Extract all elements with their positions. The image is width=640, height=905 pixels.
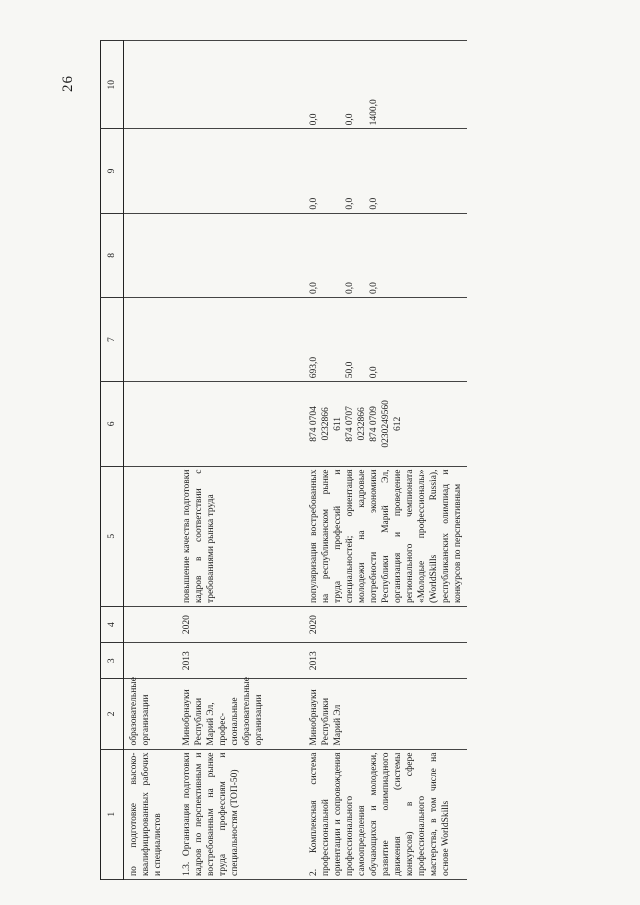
value-cell [302,41,467,129]
value-cell [124,129,178,213]
budget-code-line: 0232866 [357,407,367,441]
executor-cell: образовательные организации [124,679,178,749]
value-line: 50,0 [345,361,355,379]
code-cell [124,382,178,466]
budget-code-line: 874 0707 [345,406,355,442]
page-number: 26 [60,75,76,92]
column-header: 2 [101,679,124,749]
value-line: 0,0 [345,113,355,126]
budget-code-line: 874 0704 [309,406,319,442]
result-cell [124,466,178,607]
budget-table [100,40,467,880]
value-line: 0,0 [369,197,379,210]
value-line [356,217,368,294]
budget-code-line: 611 [333,416,343,431]
value-line [356,44,368,125]
executor-cell: Минобрнауки Республики Марий Эл, профес-сиональные образовательные организации [177,679,302,749]
table-row [302,41,467,880]
measure-cell: по подготовке высоко-квалифицированных рабочих и специалистов [124,749,178,879]
start-year-cell: 2013 [302,643,467,679]
column-header: 1 [101,749,124,879]
value-line [332,301,344,378]
executor-cell: Минобрнауки Республики Марий Эл [302,679,467,749]
value-line [332,132,344,209]
column-header: 9 [101,129,124,213]
value-cell [177,41,302,129]
code-cell [177,382,302,466]
value-cell [124,41,178,129]
start-year-cell [124,643,178,679]
value-line [320,132,332,209]
column-header: 5 [101,466,124,607]
end-year-cell: 2020 [302,607,467,643]
value-line: 0,0 [369,366,379,379]
value-line: 0,0 [309,113,319,126]
value-cell [124,297,178,381]
value-cell [302,213,467,297]
table-row [177,41,302,880]
value-line: 0,0 [345,282,355,294]
value-line [356,132,368,209]
value-line [332,217,344,294]
header-row [101,41,124,880]
column-header: 3 [101,643,124,679]
code-cell [302,382,467,466]
budget-code-line: 0230249560 [381,400,391,448]
budget-code-line: 874 0709 [369,406,379,442]
value-line [356,301,368,378]
start-year-cell: 2013 [177,643,302,679]
value-cell [177,297,302,381]
column-header: 6 [101,382,124,466]
measure-cell: 2. Комплексная система профессиональной ориентации и сопровождения профессионального самоопределения обучающихся и молодежи, развитие олимпиадного движения (системы конкурсов) в сфере профессионального мастерства, в том числе на основе WorldSkills [302,749,467,879]
value-line: 0,0 [309,197,319,210]
end-year-cell: 2020 [177,607,302,643]
value-line [320,217,332,294]
table-row [124,41,178,880]
value-line [320,44,332,125]
value-cell [302,297,467,381]
column-header: 7 [101,297,124,381]
value-cell [124,213,178,297]
value-line: 0,0 [345,197,355,210]
value-cell [177,213,302,297]
value-cell [302,129,467,213]
value-line: 1400,0 [369,99,379,126]
value-line [320,301,332,378]
column-header: 10 [101,41,124,129]
value-line: 0,0 [369,282,379,294]
budget-code-line: 612 [393,416,403,432]
value-line [332,44,344,125]
result-cell: повышение качества подготовки кадров в соответствии с требованиями рынка труда [177,466,302,607]
value-line: 0,0 [309,282,319,294]
column-header: 4 [101,607,124,643]
value-line: 693,0 [309,356,319,379]
end-year-cell [124,607,178,643]
result-cell: популяризация востребованных на республиканском рынке труда профессий и специальностей; ориентация молодежи на кадровые потребности экономики Республики Марий Эл, организация и проведение регионального чемпионата «Молодые профессионалы» (WorldSkills Russia), республиканских олимпиад и конкурсов по перспективным [302,466,467,607]
measure-cell: 1.3. Организация подготовки кадров по перспективным и востребованным на рынке труда профессиям и специальностям (ТОП-50) [177,749,302,879]
rotated-table-container [100,40,595,880]
budget-code-line: 0232866 [321,407,331,441]
value-cell [177,129,302,213]
column-header: 8 [101,213,124,297]
